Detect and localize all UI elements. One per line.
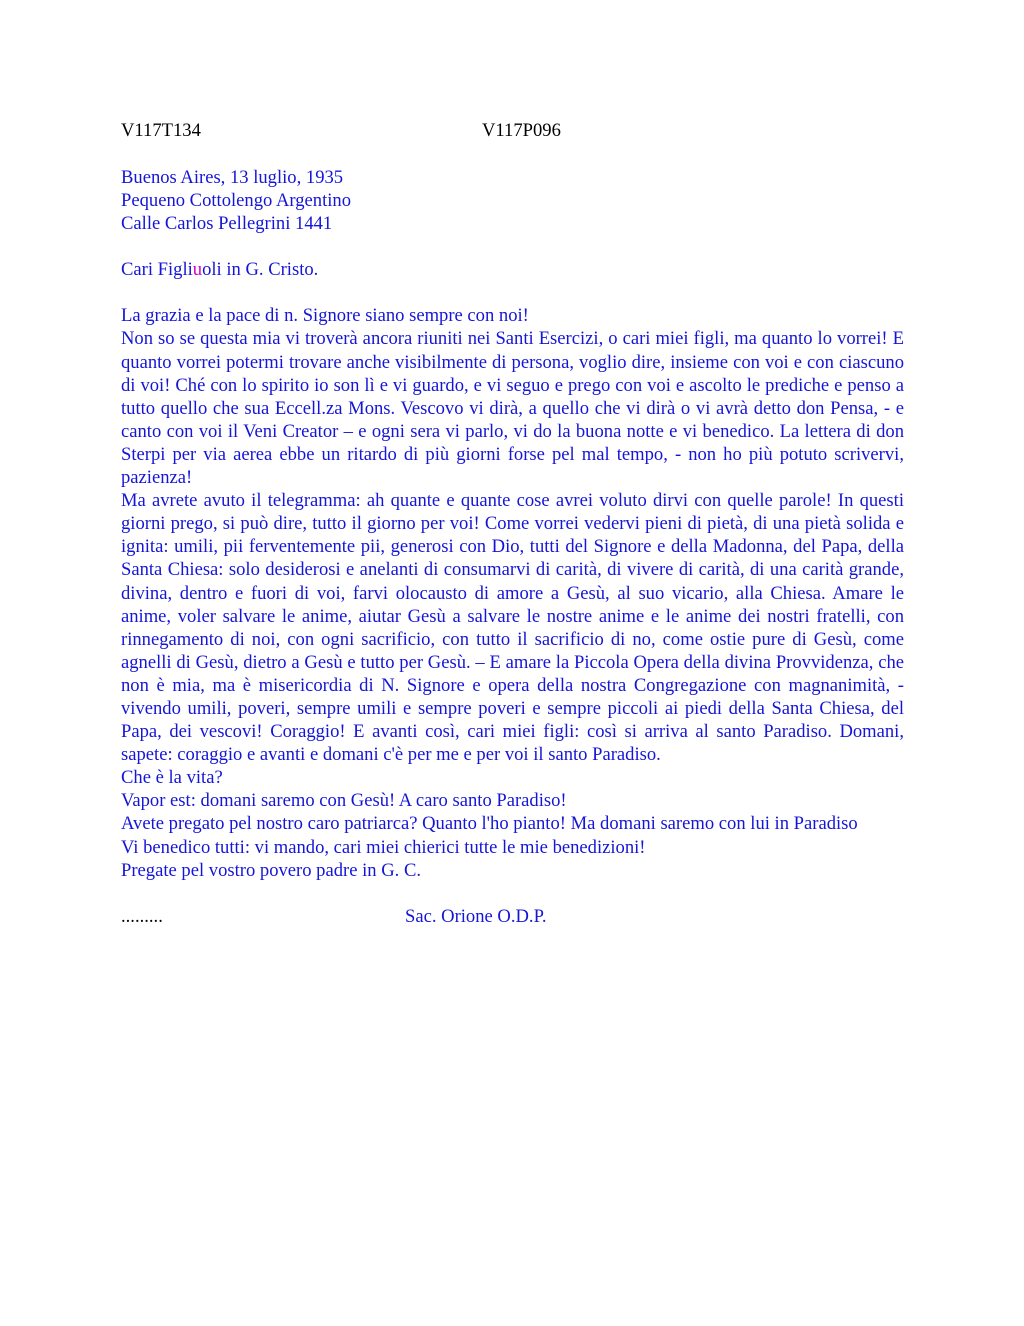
letter-page [121,119,904,929]
body-paragraph-2: Ma avrete avuto il telegramma: ah quante e quante cose avrei voluto dirvi con quelle parole! In questi giorni prego, si può dire, tutto il giorno per voi! Come vorrei vedervi pieni di pietà, di una pietà solida e ignita: umili, pii ferventemente pii, generosi con Dio, tutti del Signore e della Madonna, del Papa, della Santa Chiesa: solo desiderosi e anelanti di consumarvi di carità, di vivere di carità, di una carità grande, divina, dentro e fuori di voi, farvi olocausto di amore a Gesù, al suo vicario, alla Chiesa. Amare le anime, voler salvare le anime, aiutar Gesù a salvare le nostre anime e le anime dei nostri fratelli, con rinnegamento di noi, con ogni sacrificio, con tutto il sacrificio di no, come ostie pure di Gesù, come agnelli di Gesù, dietro a Gesù e tutto per Gesù. – E amare la Piccola Opera della divina Provvidenza, che non è mia, ma è misericordia di N. Signore e opera della nostra Congregazione con magnanimità, - vivendo umili, poveri, sempre umili e sempre poveri e sempre piccoli ai piedi della Santa Chiesa, del Papa, dei vescovi! Coraggio! E avanti così, cari miei figli: così si arriva al santo Paradiso. Domani, sapete: coraggio e avanti e domani c'è per me e per voi il santo Paradiso. [121,490,904,766]
address-street: Calle Carlos Pellegrini 1441 [121,213,333,235]
address-institution: Pequeno Cottolengo Argentino [121,190,351,212]
reference-code-left: V117T134 [121,120,201,141]
signature: Sac. Orione O.D.P. [405,905,547,927]
greeting [121,258,904,281]
body-line-benedico: Vi benedico tutti: vi mando, cari miei chierici tutte le mie benedizioni! [121,836,646,858]
address-block [121,166,904,235]
body-line-pregate: Pregate pel vostro povero padre in G. C. [121,859,422,881]
body-opening: La grazia e la pace di n. Signore siano sempre con noi! [121,305,529,327]
reference-header [121,119,904,143]
body-paragraph-1: Non so se questa mia vi troverà ancora riuniti nei Santi Esercizi, o cari miei figli, ma quanto lo vorrei! E quanto vorrei potermi trovare anche visibilmente di persona, voglio dire, insieme con voi e con ciascuno di voi! Ché con lo spirito io son lì e vi guardo, e vi seguo e prego con voi e ascolto le prediche e penso a tutto quello che sua Eccell.za Mons. Vescovo vi dirà, a quello che vi dirà o vi avrà detto don Pensa, - e canto con voi il Veni Creator – e ogni sera vi parlo, vi do la buona notte e vi benedico. La lettera di don Sterpi per via aerea ebbe un ritardo di più giorni forse pel mal tempo, - non ho più potuto scrivervi, pazienza! [121,328,904,489]
greeting-highlight: u [192,259,203,281]
letter-body [121,304,904,881]
closing-dots: ......... [121,905,163,927]
address-place-date: Buenos Aires, 13 luglio, 1935 [121,167,344,188]
reference-code-right: V117P096 [482,120,561,141]
greeting-part2: oli in G. Cristo. [202,259,319,281]
greeting-part1: Cari Figli [121,259,193,281]
body-line-patriarca: Avete pregato pel nostro caro patriarca? Quanto l'ho pianto! Ma domani saremo con lui in Paradiso [121,813,858,835]
body-line-vita: Che è la vita? [121,767,223,789]
closing-line [121,905,904,929]
body-line-vapor: Vapor est: domani saremo con Gesù! A caro santo Paradiso! [121,790,567,812]
